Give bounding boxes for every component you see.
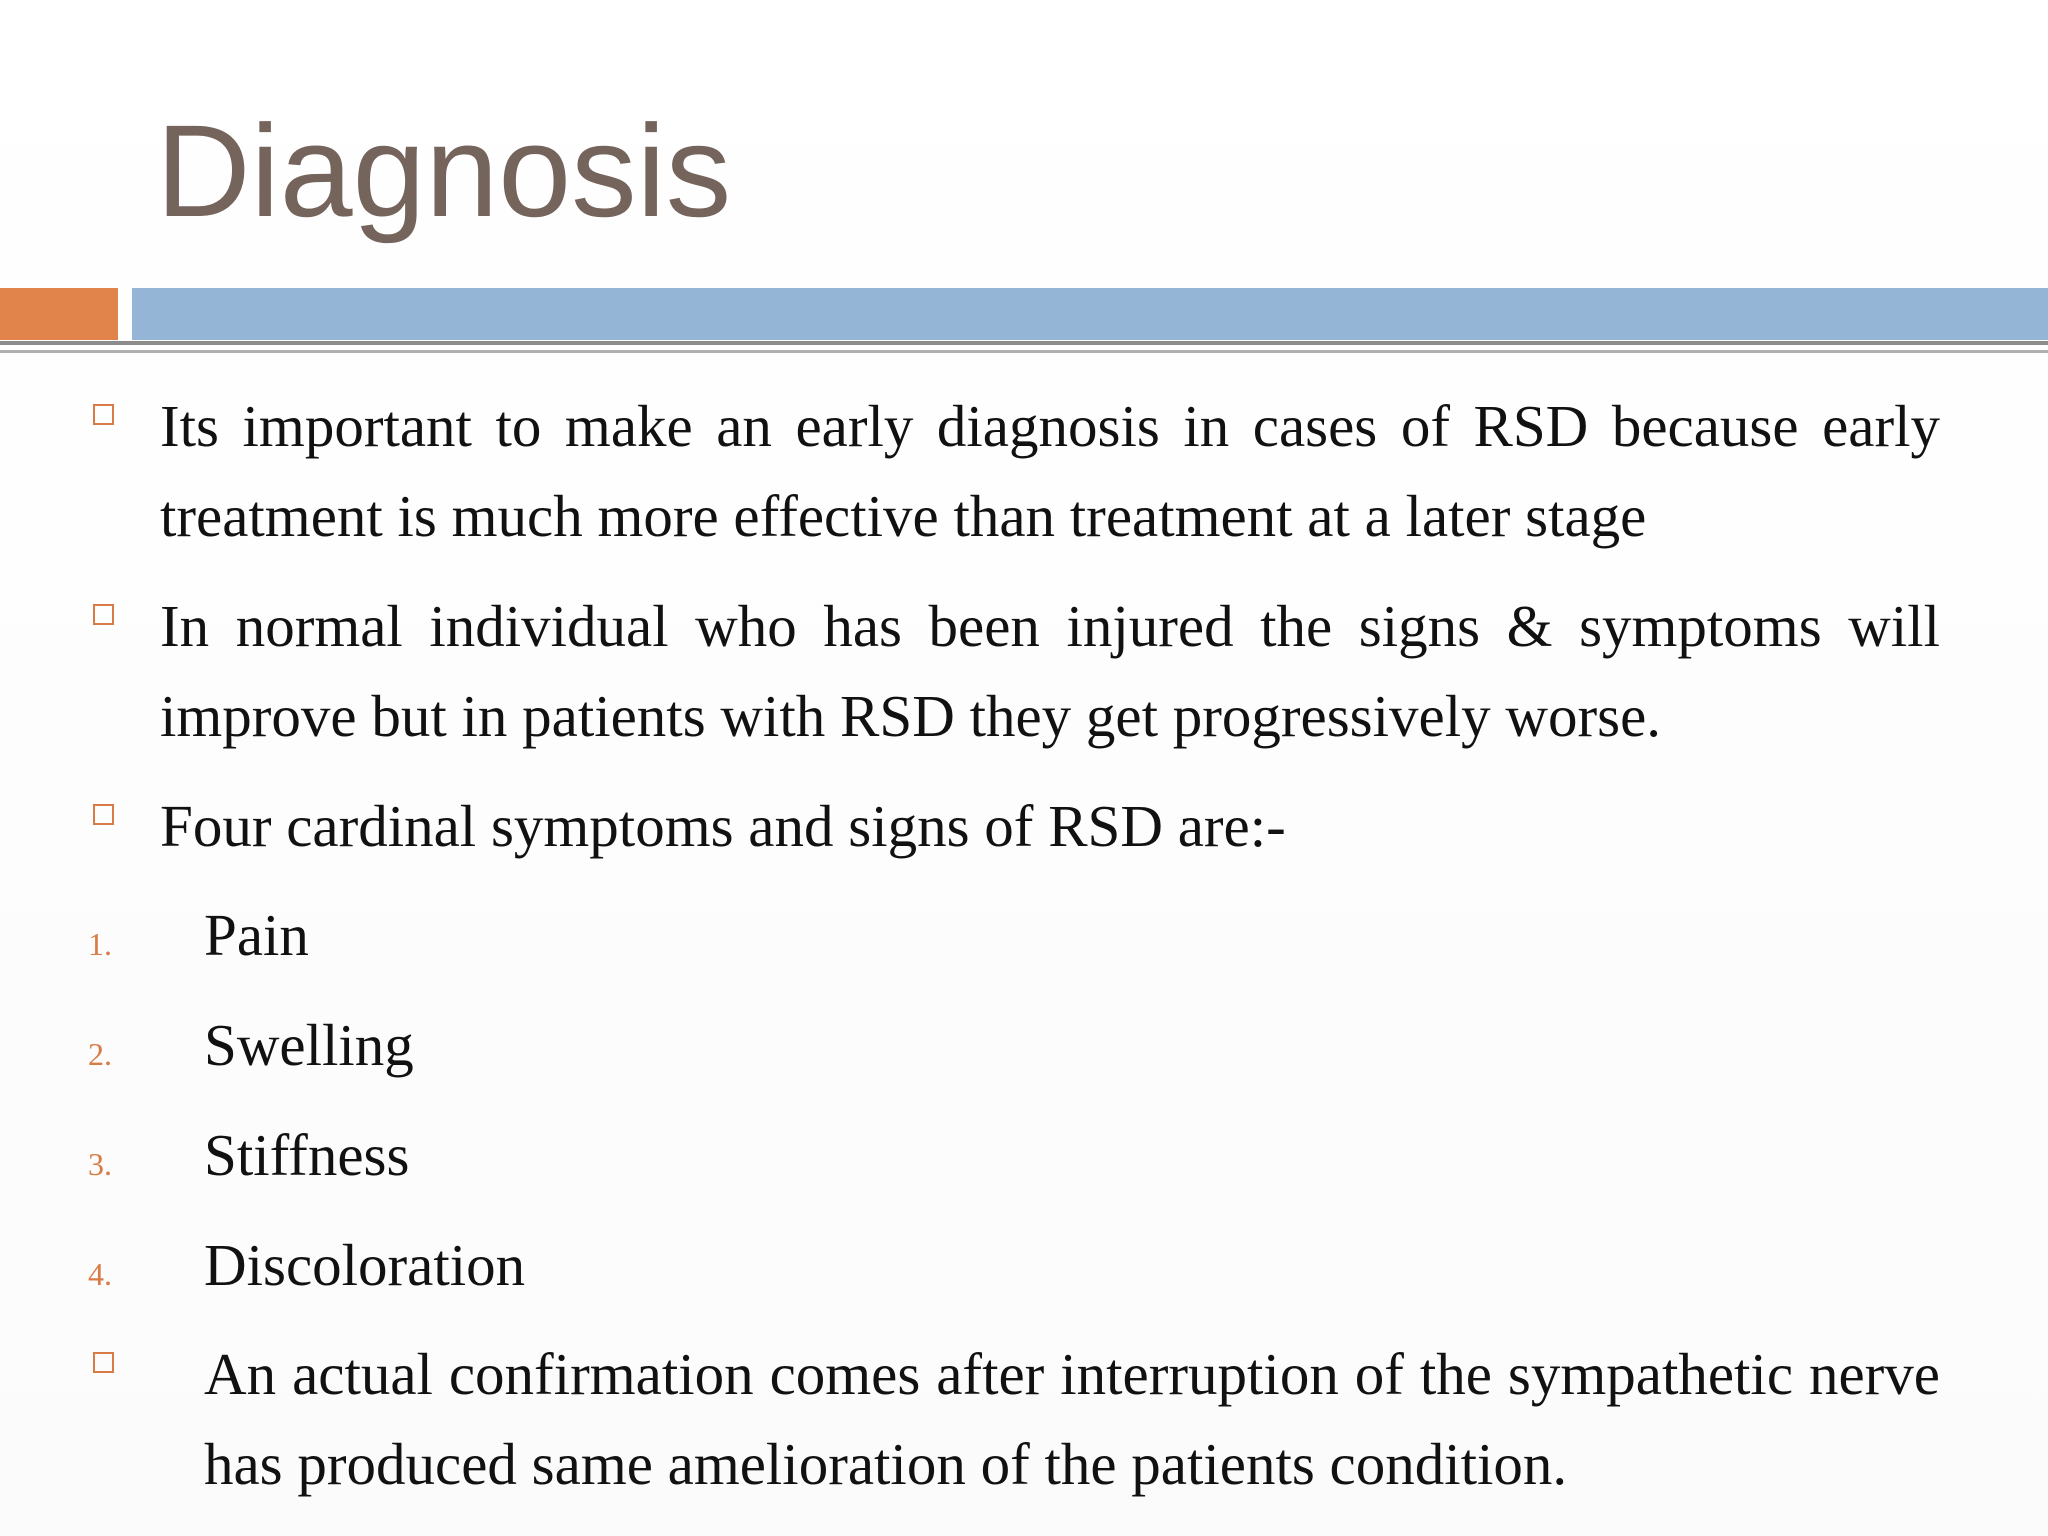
bullet-text: Four cardinal symptoms and signs of RSD are:-: [160, 793, 1286, 859]
slide-title: Diagnosis: [156, 97, 732, 244]
hollow-square-icon: [93, 804, 114, 825]
bullet-text: Its important to make an early diagnosis in cases of RSD because early treatment is much more effective than treatment at a later stage: [160, 393, 1940, 549]
list-number: 1.: [88, 926, 112, 962]
hollow-square-icon: [93, 604, 114, 625]
bullet-text: In normal individual who has been injured the signs & symptoms will improve but in patients with RSD they get progressively worse.: [160, 593, 1940, 749]
list-number: 3.: [88, 1146, 112, 1182]
list-item-text: Stiffness: [204, 1122, 410, 1188]
list-number: 4.: [88, 1256, 112, 1292]
hollow-square-icon: [93, 404, 114, 425]
hollow-square-icon: [93, 1352, 114, 1373]
list-item-text: Pain: [204, 902, 309, 968]
list-item-text: Discoloration: [204, 1232, 526, 1298]
list-number: 2.: [88, 1036, 112, 1072]
bullet-text: An actual confirmation comes after interruption of the sympathetic nerve has produced same amelioration of the patients condition.: [204, 1341, 1940, 1497]
list-item-text: Swelling: [204, 1012, 414, 1078]
